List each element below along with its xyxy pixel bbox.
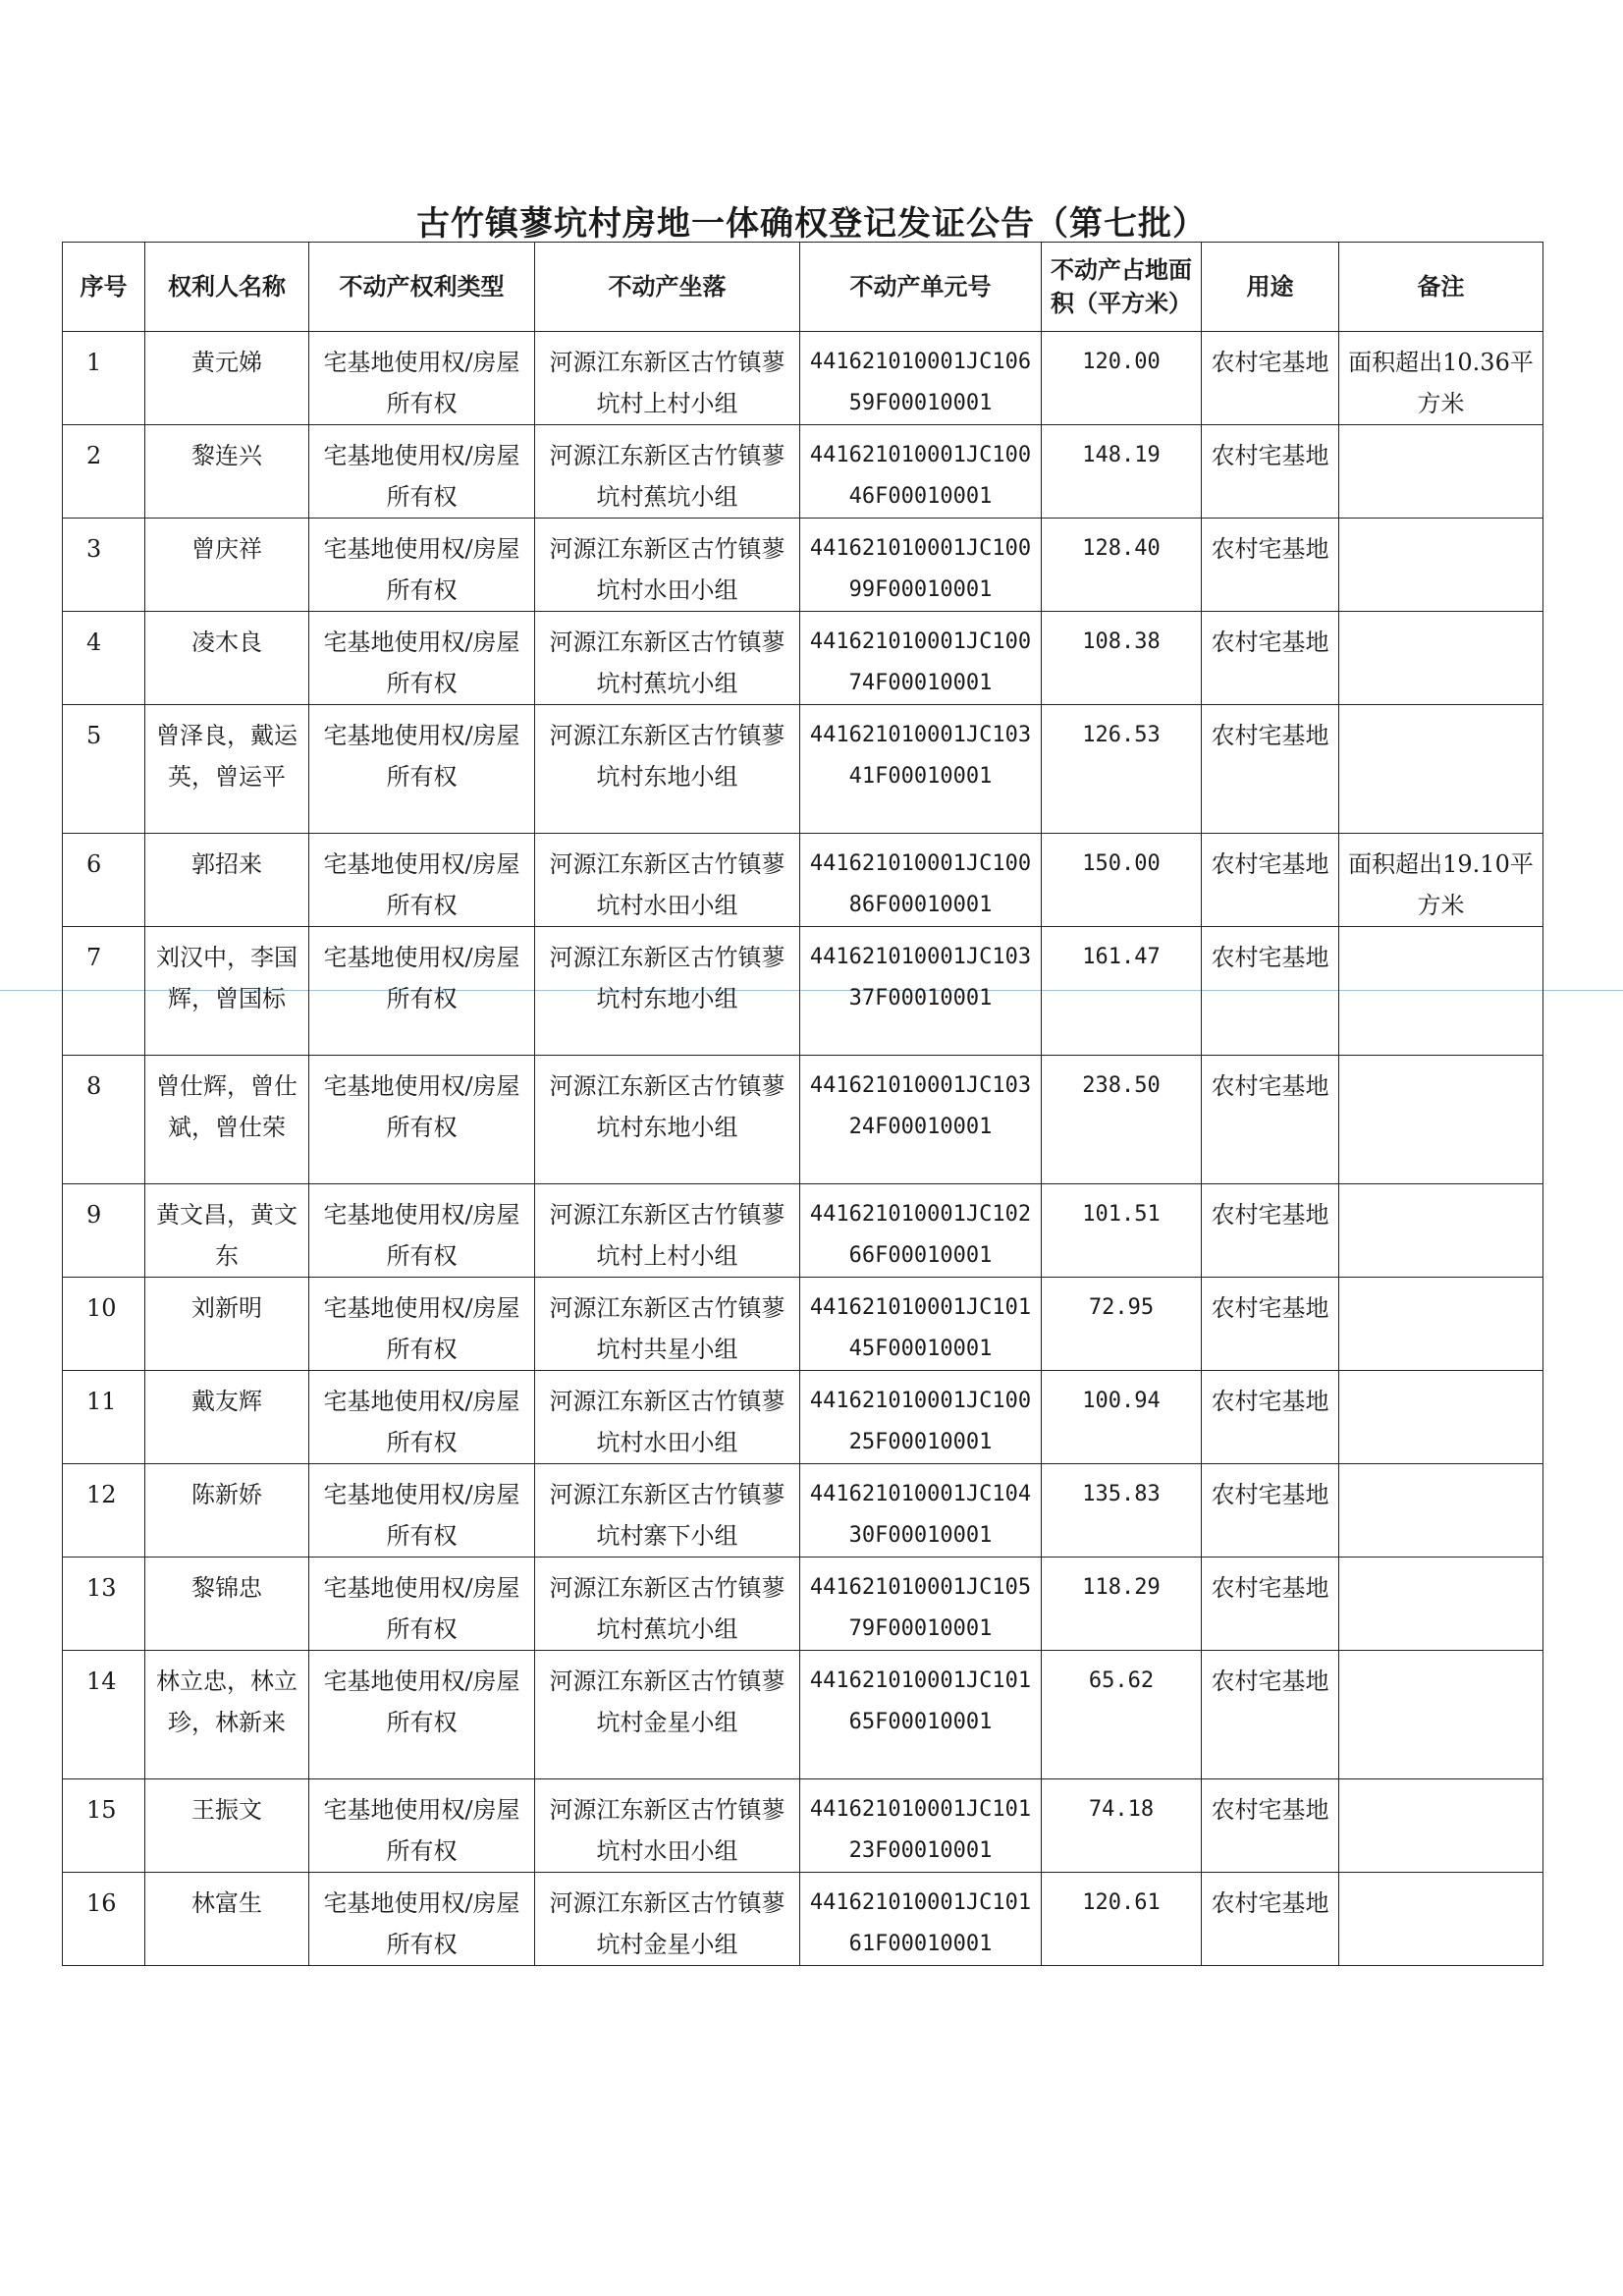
cell-use: 农村宅基地	[1202, 612, 1339, 705]
cell-remark	[1339, 1278, 1543, 1371]
cell-use: 农村宅基地	[1202, 834, 1339, 927]
cell-use: 农村宅基地	[1202, 1278, 1339, 1371]
cell-use: 农村宅基地	[1202, 927, 1339, 1056]
cell-right-type: 宅基地使用权/房屋所有权	[309, 332, 535, 425]
cell-use: 农村宅基地	[1202, 1873, 1339, 1966]
cell-right-type: 宅基地使用权/房屋所有权	[309, 1056, 535, 1184]
cell-owner: 曾仕辉，曾仕斌，曾仕荣	[145, 1056, 309, 1184]
cell-right-type: 宅基地使用权/房屋所有权	[309, 1651, 535, 1779]
cell-area: 126.53	[1042, 705, 1202, 834]
table-row	[63, 1873, 1543, 1966]
cell-unit-no: 441621010001JC10161F00010001	[800, 1873, 1042, 1966]
header-location: 不动产坐落	[535, 243, 800, 332]
cell-right-type: 宅基地使用权/房屋所有权	[309, 1184, 535, 1278]
cell-seq: 11	[63, 1371, 145, 1464]
header-use: 用途	[1202, 243, 1339, 332]
cell-area: 108.38	[1042, 612, 1202, 705]
cell-remark	[1339, 1779, 1543, 1873]
cell-location: 河源江东新区古竹镇蓼坑村东地小组	[535, 927, 800, 1056]
cell-right-type: 宅基地使用权/房屋所有权	[309, 425, 535, 519]
cell-unit-no: 441621010001JC10074F00010001	[800, 612, 1042, 705]
table-row	[63, 332, 1543, 425]
cell-use: 农村宅基地	[1202, 1184, 1339, 1278]
cell-remark	[1339, 1056, 1543, 1184]
cell-location: 河源江东新区古竹镇蓼坑村水田小组	[535, 1371, 800, 1464]
cell-remark	[1339, 1371, 1543, 1464]
header-unit-no: 不动产单元号	[800, 243, 1042, 332]
cell-location: 河源江东新区古竹镇蓼坑村东地小组	[535, 1056, 800, 1184]
cell-right-type: 宅基地使用权/房屋所有权	[309, 1278, 535, 1371]
cell-location: 河源江东新区古竹镇蓼坑村共星小组	[535, 1278, 800, 1371]
cell-area: 135.83	[1042, 1464, 1202, 1558]
cell-area: 100.94	[1042, 1371, 1202, 1464]
header-owner: 权利人名称	[145, 243, 309, 332]
cell-seq: 10	[63, 1278, 145, 1371]
table-row	[63, 519, 1543, 612]
cell-area: 148.19	[1042, 425, 1202, 519]
table-row	[63, 1184, 1543, 1278]
cell-unit-no: 441621010001JC10086F00010001	[800, 834, 1042, 927]
table-header-row	[63, 243, 1543, 332]
table-row	[63, 1056, 1543, 1184]
cell-seq: 5	[63, 705, 145, 834]
registration-table	[62, 242, 1543, 1966]
cell-unit-no: 441621010001JC10123F00010001	[800, 1779, 1042, 1873]
cell-area: 150.00	[1042, 834, 1202, 927]
cell-unit-no: 441621010001JC10659F00010001	[800, 332, 1042, 425]
cell-owner: 郭招来	[145, 834, 309, 927]
cell-location: 河源江东新区古竹镇蓼坑村蕉坑小组	[535, 612, 800, 705]
cell-owner: 刘汉中，李国辉，曾国标	[145, 927, 309, 1056]
cell-use: 农村宅基地	[1202, 332, 1339, 425]
cell-seq: 14	[63, 1651, 145, 1779]
cell-use: 农村宅基地	[1202, 705, 1339, 834]
cell-area: 72.95	[1042, 1278, 1202, 1371]
table-row	[63, 612, 1543, 705]
cell-owner: 黎锦忠	[145, 1558, 309, 1651]
cell-remark	[1339, 1558, 1543, 1651]
header-right-type: 不动产权利类型	[309, 243, 535, 332]
cell-unit-no: 441621010001JC10324F00010001	[800, 1056, 1042, 1184]
table-row	[63, 1464, 1543, 1558]
cell-area: 65.62	[1042, 1651, 1202, 1779]
cell-area: 120.61	[1042, 1873, 1202, 1966]
cell-seq: 15	[63, 1779, 145, 1873]
cell-location: 河源江东新区古竹镇蓼坑村上村小组	[535, 332, 800, 425]
cell-right-type: 宅基地使用权/房屋所有权	[309, 927, 535, 1056]
cell-owner: 黄文昌，黄文东	[145, 1184, 309, 1278]
cell-use: 农村宅基地	[1202, 1464, 1339, 1558]
cell-owner: 王振文	[145, 1779, 309, 1873]
header-area: 不动产占地面积（平方米）	[1042, 243, 1202, 332]
cell-unit-no: 441621010001JC10266F00010001	[800, 1184, 1042, 1278]
cell-remark	[1339, 612, 1543, 705]
cell-seq: 12	[63, 1464, 145, 1558]
table-row	[63, 705, 1543, 834]
cell-unit-no: 441621010001JC10341F00010001	[800, 705, 1042, 834]
header-remark: 备注	[1339, 243, 1543, 332]
cell-owner: 林立忠，林立珍，林新来	[145, 1651, 309, 1779]
cell-seq: 16	[63, 1873, 145, 1966]
cell-use: 农村宅基地	[1202, 1056, 1339, 1184]
cell-use: 农村宅基地	[1202, 425, 1339, 519]
table-row	[63, 425, 1543, 519]
cell-right-type: 宅基地使用权/房屋所有权	[309, 1464, 535, 1558]
cell-right-type: 宅基地使用权/房屋所有权	[309, 834, 535, 927]
cell-unit-no: 441621010001JC10579F00010001	[800, 1558, 1042, 1651]
cell-seq: 8	[63, 1056, 145, 1184]
page-title: 古竹镇蓼坑村房地一体确权登记发证公告（第七批）	[416, 204, 1207, 244]
table-row	[63, 1278, 1543, 1371]
cell-owner: 黎连兴	[145, 425, 309, 519]
cell-unit-no: 441621010001JC10337F00010001	[800, 927, 1042, 1056]
cell-location: 河源江东新区古竹镇蓼坑村蕉坑小组	[535, 1558, 800, 1651]
cell-area: 128.40	[1042, 519, 1202, 612]
cell-right-type: 宅基地使用权/房屋所有权	[309, 1779, 535, 1873]
cell-location: 河源江东新区古竹镇蓼坑村金星小组	[535, 1651, 800, 1779]
cell-right-type: 宅基地使用权/房屋所有权	[309, 1371, 535, 1464]
table-row	[63, 834, 1543, 927]
cell-seq: 4	[63, 612, 145, 705]
cell-owner: 黄元娣	[145, 332, 309, 425]
cell-owner: 凌木良	[145, 612, 309, 705]
cell-owner: 陈新娇	[145, 1464, 309, 1558]
cell-remark	[1339, 1873, 1543, 1966]
cell-unit-no: 441621010001JC10165F00010001	[800, 1651, 1042, 1779]
cell-area: 118.29	[1042, 1558, 1202, 1651]
cell-location: 河源江东新区古竹镇蓼坑村东地小组	[535, 705, 800, 834]
cell-area: 238.50	[1042, 1056, 1202, 1184]
cell-right-type: 宅基地使用权/房屋所有权	[309, 705, 535, 834]
cell-remark	[1339, 705, 1543, 834]
cell-owner: 林富生	[145, 1873, 309, 1966]
header-seq: 序号	[63, 243, 145, 332]
cell-seq: 13	[63, 1558, 145, 1651]
cell-owner: 曾泽良，戴运英，曾运平	[145, 705, 309, 834]
table-row	[63, 1371, 1543, 1464]
cell-unit-no: 441621010001JC10099F00010001	[800, 519, 1042, 612]
cell-remark	[1339, 1651, 1543, 1779]
cell-unit-no: 441621010001JC10430F00010001	[800, 1464, 1042, 1558]
cell-location: 河源江东新区古竹镇蓼坑村水田小组	[535, 1779, 800, 1873]
cell-use: 农村宅基地	[1202, 519, 1339, 612]
cell-unit-no: 441621010001JC10046F00010001	[800, 425, 1042, 519]
table-row	[63, 927, 1543, 1056]
cell-owner: 曾庆祥	[145, 519, 309, 612]
cell-seq: 1	[63, 332, 145, 425]
cell-seq: 6	[63, 834, 145, 927]
cell-remark	[1339, 519, 1543, 612]
cell-location: 河源江东新区古竹镇蓼坑村水田小组	[535, 519, 800, 612]
cell-right-type: 宅基地使用权/房屋所有权	[309, 1558, 535, 1651]
table-row	[63, 1779, 1543, 1873]
cell-location: 河源江东新区古竹镇蓼坑村金星小组	[535, 1873, 800, 1966]
table-row	[63, 1558, 1543, 1651]
cell-seq: 7	[63, 927, 145, 1056]
cell-remark	[1339, 1464, 1543, 1558]
cell-seq: 9	[63, 1184, 145, 1278]
cell-owner: 刘新明	[145, 1278, 309, 1371]
cell-remark: 面积超出19.10平方米	[1339, 834, 1543, 927]
cell-use: 农村宅基地	[1202, 1779, 1339, 1873]
cell-use: 农村宅基地	[1202, 1651, 1339, 1779]
cell-area: 101.51	[1042, 1184, 1202, 1278]
cell-right-type: 宅基地使用权/房屋所有权	[309, 519, 535, 612]
cell-location: 河源江东新区古竹镇蓼坑村水田小组	[535, 834, 800, 927]
cell-right-type: 宅基地使用权/房屋所有权	[309, 612, 535, 705]
cell-use: 农村宅基地	[1202, 1371, 1339, 1464]
cell-right-type: 宅基地使用权/房屋所有权	[309, 1873, 535, 1966]
cell-remark	[1339, 1184, 1543, 1278]
cell-area: 120.00	[1042, 332, 1202, 425]
cell-seq: 3	[63, 519, 145, 612]
table-row	[63, 1651, 1543, 1779]
cell-remark	[1339, 425, 1543, 519]
cell-use: 农村宅基地	[1202, 1558, 1339, 1651]
cell-location: 河源江东新区古竹镇蓼坑村蕉坑小组	[535, 425, 800, 519]
cell-unit-no: 441621010001JC10025F00010001	[800, 1371, 1042, 1464]
cell-location: 河源江东新区古竹镇蓼坑村寨下小组	[535, 1464, 800, 1558]
cell-remark	[1339, 927, 1543, 1056]
cell-unit-no: 441621010001JC10145F00010001	[800, 1278, 1042, 1371]
cell-area: 161.47	[1042, 927, 1202, 1056]
cell-location: 河源江东新区古竹镇蓼坑村上村小组	[535, 1184, 800, 1278]
cell-remark: 面积超出10.36平方米	[1339, 332, 1543, 425]
cell-seq: 2	[63, 425, 145, 519]
cell-owner: 戴友辉	[145, 1371, 309, 1464]
cell-area: 74.18	[1042, 1779, 1202, 1873]
